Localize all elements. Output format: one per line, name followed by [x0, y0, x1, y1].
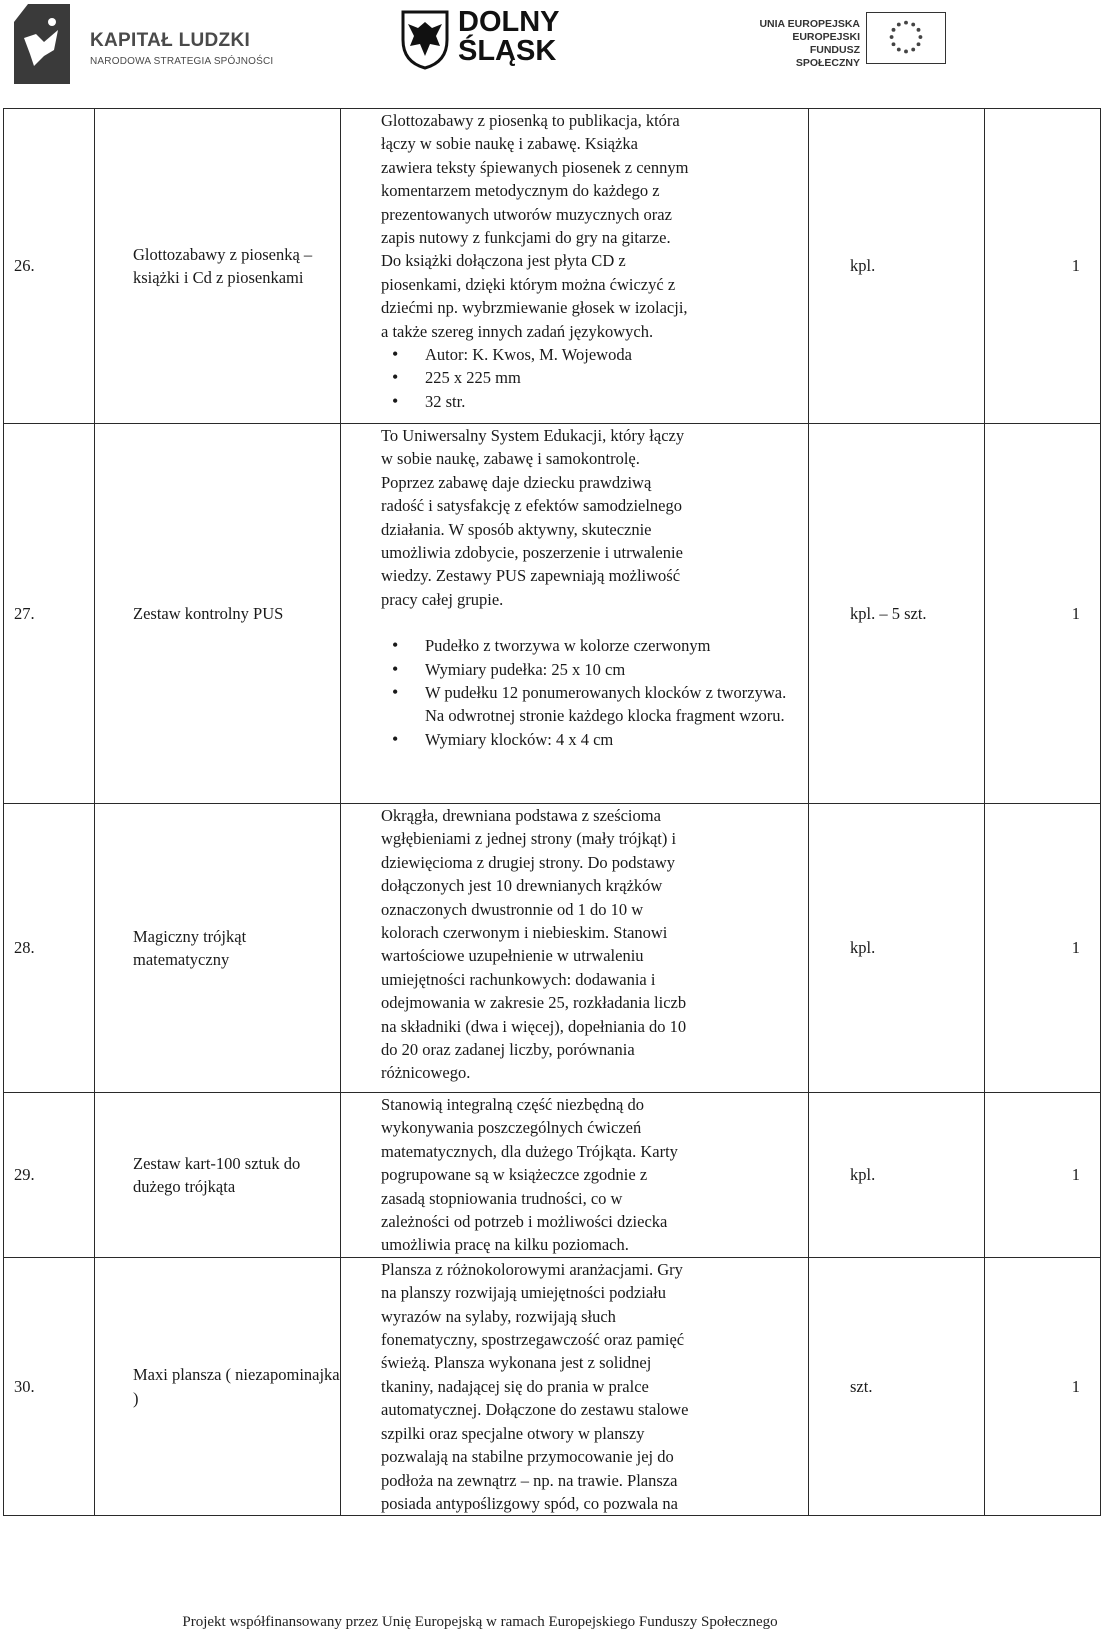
description-line: automatycznej. Dołączone do zestawu stalowe — [381, 1400, 689, 1420]
item-quantity: 1 — [985, 804, 1101, 1093]
description-line: dziećmi np. wybrzmiewanie głosek w izolacji, — [381, 298, 688, 318]
eagle-crest-icon — [400, 10, 450, 70]
description-line: do 20 oraz zadanej liczby, porównania — [381, 1040, 635, 1060]
description-line: Plansza z różnokolorowymi aranżacjami. Gry — [381, 1259, 683, 1279]
paragraph-spacer — [381, 611, 796, 634]
description-line: To Uniwersalny System Edukacji, który łączy — [381, 426, 685, 445]
description-line: Okrągła, drewniana podstawa z sześcioma — [381, 806, 661, 825]
description-line: podłoża na zewnątrz – np. na trawie. Plansza — [381, 1470, 678, 1490]
description-line: zasadą stopniowania trudności, co w — [381, 1188, 623, 1208]
spec-list — [381, 343, 796, 413]
spec-item: • Pudełko z tworzywa w kolorze czerwonym — [425, 634, 796, 657]
item-description — [341, 1257, 809, 1515]
description-line: Stanowią integralną część niezbędną do — [381, 1095, 644, 1114]
description-line: na składniki (dwa i więcej), dopełniania do 10 — [381, 1016, 687, 1036]
dolny-slask-logo — [400, 8, 600, 78]
unia-europejska-text — [748, 18, 860, 70]
ue-line3: FUNDUSZ SPOŁECZNY — [795, 44, 860, 69]
item-name: Magiczny trójkąt matematyczny — [95, 804, 341, 1093]
item-name: Glottozabawy z piosenką –książki i Cd z piosenkami — [95, 109, 341, 424]
item-name: Maxi plansza ( niezapominajka ) — [95, 1257, 341, 1515]
description-line: umożliwia pracę na kilku poziomach. — [381, 1235, 629, 1255]
row-number: 27. — [4, 424, 95, 804]
description-line: piosenkami, dzięki którym można ćwiczyć z — [381, 274, 676, 294]
spec-item: • 32 str. — [425, 390, 796, 413]
description-line: pozwalają na stabilne przymocowanie jej do — [381, 1447, 674, 1467]
item-unit: kpl. – 5 szt. — [809, 424, 985, 804]
description-line: zapis nutowy z funkcjami do gry na gitarze. — [381, 228, 671, 248]
table-row — [4, 1257, 1101, 1515]
description-line: wykonywania poszczególnych ćwiczeń — [381, 1118, 642, 1138]
description-line: pogrupowane są w książeczce zgodnie z — [381, 1165, 648, 1185]
description-line: fonematyczny, spostrzegawczość oraz pamięć — [381, 1330, 685, 1350]
description-line: odejmowania w zakresie 25, rozkładania liczb — [381, 993, 687, 1013]
items-table — [3, 108, 1101, 1516]
row-number: 30. — [4, 1257, 95, 1515]
table-row — [4, 424, 1101, 804]
spec-item: • W pudełku 12 ponumerowanych klocków z tworzywa. Na odwrotnej stronie każdego klocka fragment wzoru. — [425, 681, 796, 728]
description-line: prezentowanych utworów muzycznych oraz — [381, 204, 672, 224]
description-line: komentarzem metodycznym do każdego z — [381, 181, 660, 201]
description-line: w sobie naukę, zabawę i samokontrolę. — [381, 449, 640, 469]
ue-line1: UNIA EUROPEJSKA — [759, 18, 860, 30]
description-line: matematycznych, dla dużego Trójkąta. Karty — [381, 1141, 678, 1161]
description-line: pracy całej grupie. — [381, 589, 504, 609]
kapital-ludzki-logo — [14, 4, 284, 84]
description-line: szpilki oraz specjalne otwory w planszy — [381, 1423, 645, 1443]
item-description — [341, 1093, 809, 1258]
item-unit: kpl. — [809, 1093, 985, 1258]
description-line: dołączonych jest 10 drewnianych krążków — [381, 876, 663, 896]
description-line: tkaniny, nadającej się do prania w pralce — [381, 1376, 649, 1396]
item-quantity: 1 — [985, 424, 1101, 804]
description-line: radość i satysfakcję z efektów samodzielnego — [381, 496, 683, 516]
spec-item: • Wymiary klocków: 4 x 4 cm — [425, 728, 796, 751]
table-row — [4, 109, 1101, 424]
item-description — [341, 804, 809, 1093]
description-line: posiada antypoślizgowy spód, co pozwala na — [381, 1493, 678, 1513]
description-line: wgłębieniami z jednej strony (mały trójkąt) i — [381, 829, 677, 849]
item-unit: kpl. — [809, 804, 985, 1093]
kapital-ludzki-emblem-icon — [14, 4, 70, 84]
item-name: Zestaw kart-100 sztuk do dużego trójkąta — [95, 1093, 341, 1258]
description-line: wartościowe uzupełnienie w utrwaleniu — [381, 946, 644, 966]
table-row — [4, 804, 1101, 1093]
item-description — [341, 109, 809, 424]
kapital-ludzki-subtitle: NARODOWA STRATEGIA SPÓJNOŚCI — [90, 56, 274, 67]
description-line: Do książki dołączona jest płyta CD z — [381, 251, 626, 271]
spec-item: • Wymiary pudełka: 25 x 10 cm — [425, 658, 796, 681]
description-line: na planszy rozwijają umiejętności podziału — [381, 1283, 666, 1303]
description-line: świeżą. Plansza wykonana jest z solidnej — [381, 1353, 652, 1373]
eu-flag-icon — [866, 12, 946, 64]
description-line: umożliwia zdobycie, poszerzenie i utrwalenie — [381, 543, 683, 563]
dolny-slask-line1: DOLNY — [458, 6, 560, 38]
description-line: zawiera teksty śpiewanych piosenek z cennym — [381, 157, 689, 177]
ue-line2: EUROPEJSKI — [792, 31, 860, 43]
row-number: 29. — [4, 1093, 95, 1258]
description-line: Poprzez zabawę daje dziecku prawdziwą — [381, 472, 652, 492]
page-header — [0, 0, 960, 100]
description-line: dziewięcioma z drugiej strony. Do podstawy — [381, 852, 676, 872]
description-line: a także szereg innych zadań językowych. — [381, 321, 654, 341]
row-number: 26. — [4, 109, 95, 424]
row-number: 28. — [4, 804, 95, 1093]
spec-item: • 225 x 225 mm — [425, 366, 796, 389]
unia-europejska-logo — [748, 12, 953, 68]
item-unit: kpl. — [809, 109, 985, 424]
spec-item: • Autor: K. Kwos, M. Wojewoda — [425, 343, 796, 366]
item-description — [341, 424, 809, 804]
item-quantity: 1 — [985, 109, 1101, 424]
table-row — [4, 1093, 1101, 1258]
kapital-ludzki-title: KAPITAŁ LUDZKI — [90, 30, 251, 51]
item-name: Zestaw kontrolny PUS — [95, 424, 341, 804]
description-line: zależności od potrzeb i możliwości dziecka — [381, 1212, 668, 1232]
item-quantity: 1 — [985, 1257, 1101, 1515]
spec-list — [381, 634, 796, 751]
description-line: łączy w sobie naukę i zabawę. Książka — [381, 134, 639, 154]
description-line: różnicowego. — [381, 1063, 471, 1083]
description-line: wiedzy. Zestawy PUS zapewniają możliwość — [381, 566, 681, 586]
item-quantity: 1 — [985, 1093, 1101, 1258]
item-unit: szt. — [809, 1257, 985, 1515]
dolny-slask-wordmark — [458, 8, 560, 66]
dolny-slask-line2: ŚLĄSK — [458, 35, 557, 67]
description-line: umiejętności rachunkowych: dodawania i — [381, 969, 656, 989]
description-line: Glottozabawy z piosenką to publikacja, która — [381, 111, 680, 130]
description-line: wyrazów na sylaby, rozwijają słuch — [381, 1306, 616, 1326]
page-footer: Projekt współfinansowany przez Unię Europejską w ramach Europejskiego Funduszy Społecznego — [182, 1614, 778, 1630]
description-line: kolorach czerwonym i niebieskim. Stanowi — [381, 923, 668, 943]
description-line: działania. W sposób aktywny, skutecznie — [381, 519, 652, 539]
description-line: oznaczonych dwustronnie od 1 do 10 w — [381, 899, 644, 919]
